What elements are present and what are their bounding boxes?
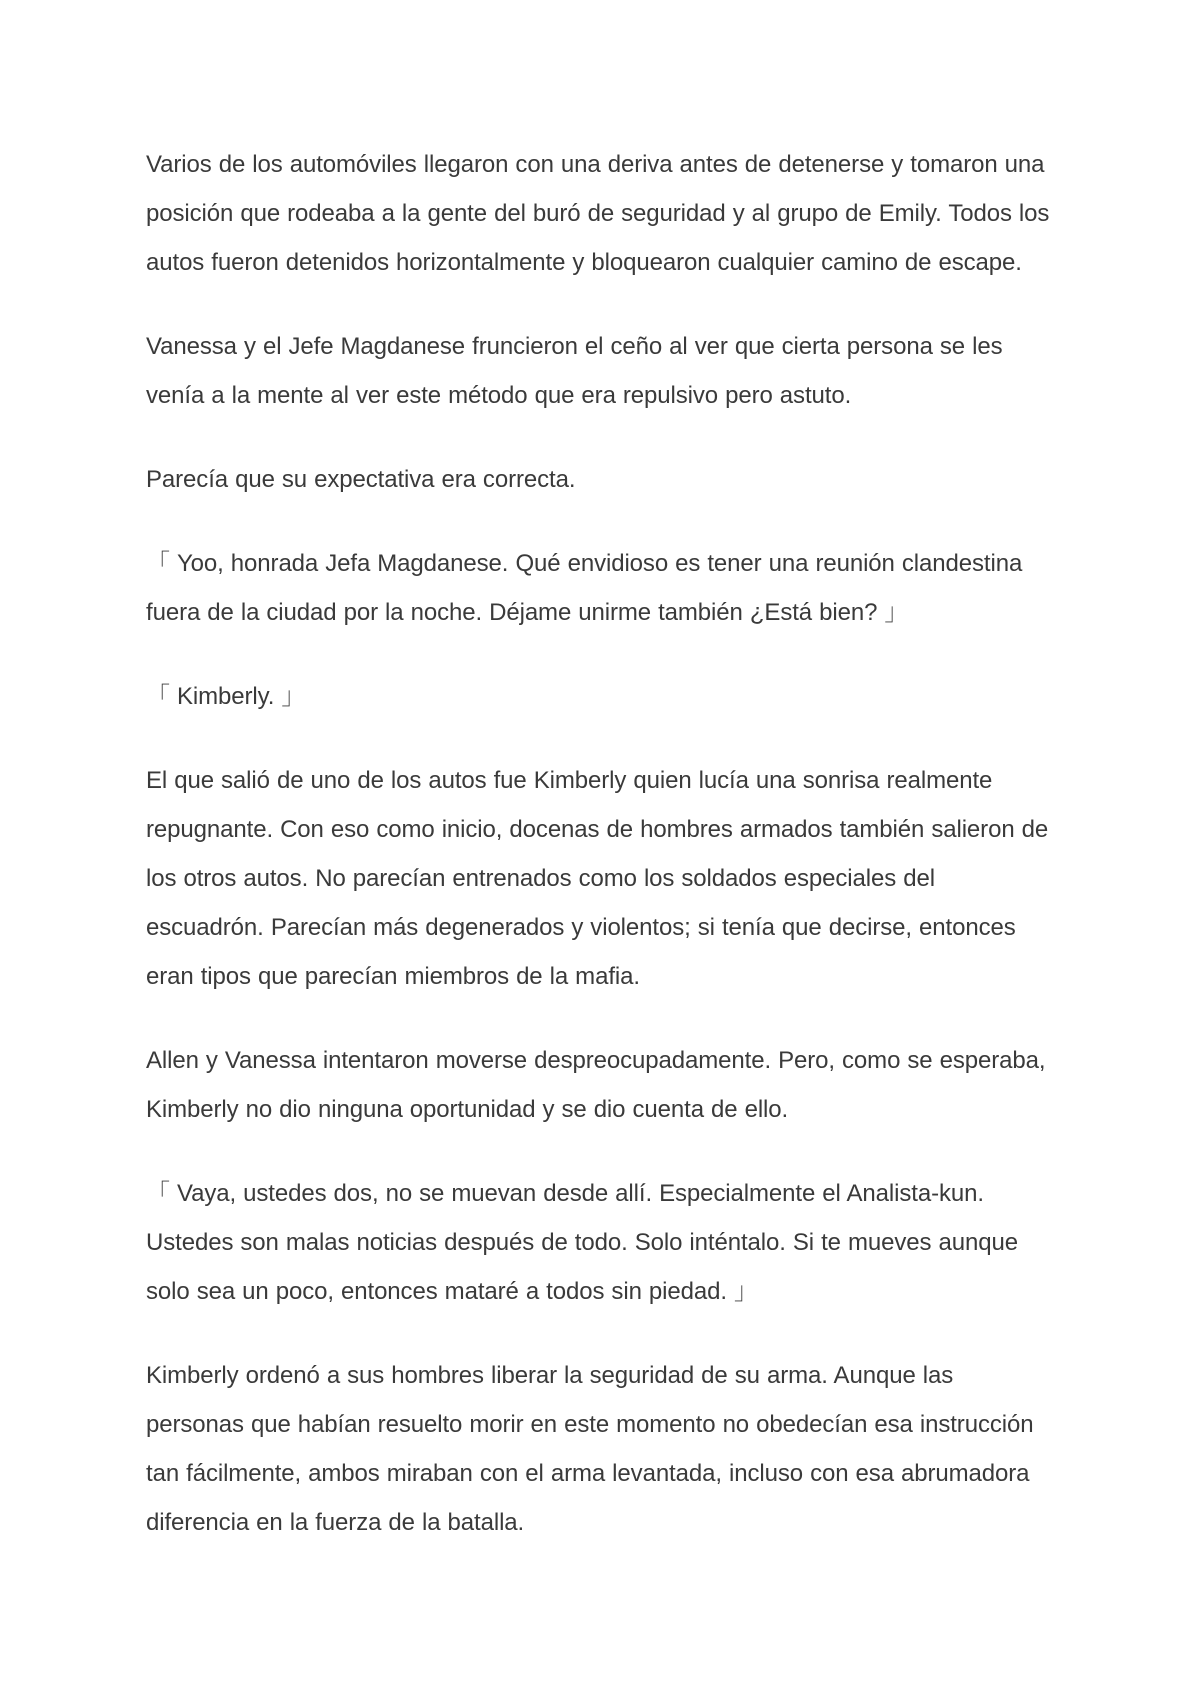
paragraph: Allen y Vanessa intentaron moverse despreocupadamente. Pero, como se esperaba, Kimberly no dio ninguna oportunidad y se dio cuenta de ello.	[146, 1047, 1046, 1123]
paragraph: Parecía que su expectativa era correcta.	[146, 466, 576, 493]
document-body	[146, 140, 1056, 1582]
paragraph: El que salió de uno de los autos fue Kimberly quien lucía una sonrisa realmente repugnante. Con eso como inicio, docenas de hombres armados también salieron de los otros autos. No parecían entrenados como los soldados especiales del escuadrón. Parecían más degenerados y violentos; si tenía que decirse, entonces eran tipos que parecían miembros de la mafia.	[146, 767, 1049, 990]
dialogue-paragraph: 「 Kimberly. 」	[146, 683, 306, 710]
paragraph: Kimberly ordenó a sus hombres liberar la seguridad de su arma. Aunque las personas que habían resuelto morir en este momento no obedecían esa instrucción tan fácilmente, ambos miraban con el arma levantada, incluso con esa abrumadora diferencia en la fuerza de la batalla.	[146, 1362, 1034, 1536]
dialogue-paragraph: 「 Yoo, honrada Jefa Magdanese. Qué envidioso es tener una reunión clandestina fuera de la ciudad por la noche. Déjame unirme también ¿Está bien? 」	[146, 550, 1023, 626]
dialogue-paragraph: 「 Vaya, ustedes dos, no se muevan desde allí. Especialmente el Analista-kun. Ustedes son malas noticias después de todo. Solo inténtalo. Si te mueves aunque solo sea un poco, entonces mataré a todos sin piedad. 」	[146, 1180, 1018, 1305]
paragraph: Vanessa y el Jefe Magdanese fruncieron el ceño al ver que cierta persona se les venía a la mente al ver este método que era repulsivo pero astuto.	[146, 333, 1003, 409]
paragraph: Varios de los automóviles llegaron con una deriva antes de detenerse y tomaron una posición que rodeaba a la gente del buró de seguridad y al grupo de Emily. Todos los autos fueron detenidos horizontalmente y bloquearon cualquier camino de escape.	[146, 151, 1050, 276]
